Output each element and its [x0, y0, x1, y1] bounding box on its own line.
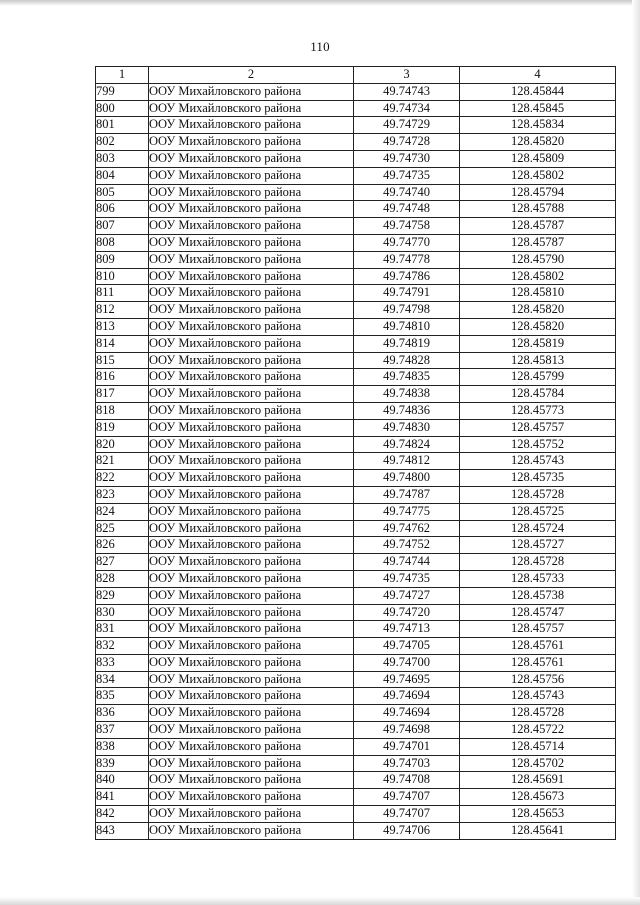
table-row: [96, 705, 616, 722]
latitude-value: 49.74701: [354, 738, 460, 755]
longitude-value: 128.45757: [460, 621, 616, 638]
object-name: ООУ Михайловского района: [149, 587, 354, 604]
longitude-value: 128.45673: [460, 789, 616, 806]
row-number: 826: [96, 537, 149, 554]
latitude-value: 49.74775: [354, 503, 460, 520]
longitude-value: 128.45702: [460, 755, 616, 772]
table-row: [96, 285, 616, 302]
latitude-value: 49.74743: [354, 83, 460, 100]
latitude-value: 49.74836: [354, 402, 460, 419]
table-row: [96, 503, 616, 520]
object-name: ООУ Михайловского района: [149, 654, 354, 671]
latitude-value: 49.74798: [354, 302, 460, 319]
object-name: ООУ Михайловского района: [149, 402, 354, 419]
row-number: 825: [96, 520, 149, 537]
object-name: ООУ Михайловского района: [149, 705, 354, 722]
table-row: [96, 671, 616, 688]
latitude-value: 49.74728: [354, 134, 460, 151]
object-name: ООУ Михайловского района: [149, 537, 354, 554]
table-header-row: [96, 67, 616, 84]
object-name: ООУ Михайловского района: [149, 419, 354, 436]
longitude-value: 128.45743: [460, 688, 616, 705]
row-number: 819: [96, 419, 149, 436]
longitude-value: 128.45724: [460, 520, 616, 537]
table-row: [96, 251, 616, 268]
object-name: ООУ Михайловского района: [149, 453, 354, 470]
row-number: 838: [96, 738, 149, 755]
longitude-value: 128.45761: [460, 638, 616, 655]
longitude-value: 128.45727: [460, 537, 616, 554]
row-number: 837: [96, 722, 149, 739]
longitude-value: 128.45752: [460, 436, 616, 453]
row-number: 835: [96, 688, 149, 705]
longitude-value: 128.45820: [460, 302, 616, 319]
table-row: [96, 554, 616, 571]
latitude-value: 49.74740: [354, 184, 460, 201]
longitude-value: 128.45787: [460, 218, 616, 235]
object-name: ООУ Михайловского района: [149, 738, 354, 755]
column-header-latitude: 3: [354, 67, 460, 84]
object-name: ООУ Михайловского района: [149, 150, 354, 167]
row-number: 824: [96, 503, 149, 520]
row-number: 812: [96, 302, 149, 319]
table-row: [96, 436, 616, 453]
latitude-value: 49.74838: [354, 386, 460, 403]
latitude-value: 49.74734: [354, 100, 460, 117]
longitude-value: 128.45743: [460, 453, 616, 470]
latitude-value: 49.74828: [354, 352, 460, 369]
row-number: 834: [96, 671, 149, 688]
row-number: 804: [96, 167, 149, 184]
table-row: [96, 738, 616, 755]
longitude-value: 128.45794: [460, 184, 616, 201]
longitude-value: 128.45787: [460, 234, 616, 251]
row-number: 820: [96, 436, 149, 453]
object-name: ООУ Михайловского района: [149, 789, 354, 806]
table-row: [96, 335, 616, 352]
row-number: 829: [96, 587, 149, 604]
object-name: ООУ Михайловского района: [149, 218, 354, 235]
table-row: [96, 184, 616, 201]
row-number: 842: [96, 806, 149, 823]
longitude-value: 128.45810: [460, 285, 616, 302]
object-name: ООУ Михайловского района: [149, 755, 354, 772]
table-row: [96, 604, 616, 621]
longitude-value: 128.45761: [460, 654, 616, 671]
row-number: 811: [96, 285, 149, 302]
object-name: ООУ Михайловского района: [149, 621, 354, 638]
table-row: [96, 83, 616, 100]
row-number: 802: [96, 134, 149, 151]
scan-shadow-right: [632, 0, 640, 905]
coordinates-table: [95, 66, 616, 840]
row-number: 813: [96, 318, 149, 335]
row-number: 840: [96, 772, 149, 789]
latitude-value: 49.74812: [354, 453, 460, 470]
table-row: [96, 100, 616, 117]
table-row: [96, 470, 616, 487]
object-name: ООУ Михайловского района: [149, 251, 354, 268]
longitude-value: 128.45735: [460, 470, 616, 487]
table-row: [96, 167, 616, 184]
table-row: [96, 722, 616, 739]
object-name: ООУ Михайловского района: [149, 386, 354, 403]
longitude-value: 128.45773: [460, 402, 616, 419]
object-name: ООУ Михайловского района: [149, 554, 354, 571]
row-number: 831: [96, 621, 149, 638]
row-number: 832: [96, 638, 149, 655]
row-number: 808: [96, 234, 149, 251]
table-row: [96, 570, 616, 587]
table-row: [96, 234, 616, 251]
latitude-value: 49.74800: [354, 470, 460, 487]
object-name: ООУ Михайловского района: [149, 167, 354, 184]
table-row: [96, 654, 616, 671]
latitude-value: 49.74791: [354, 285, 460, 302]
row-number: 801: [96, 117, 149, 134]
table-row: [96, 402, 616, 419]
longitude-value: 128.45728: [460, 554, 616, 571]
table-row: [96, 587, 616, 604]
table-row: [96, 638, 616, 655]
longitude-value: 128.45802: [460, 268, 616, 285]
object-name: ООУ Михайловского района: [149, 772, 354, 789]
longitude-value: 128.45809: [460, 150, 616, 167]
table-row: [96, 134, 616, 151]
table-row: [96, 318, 616, 335]
row-number: 807: [96, 218, 149, 235]
object-name: ООУ Михайловского района: [149, 688, 354, 705]
row-number: 828: [96, 570, 149, 587]
object-name: ООУ Михайловского района: [149, 134, 354, 151]
object-name: ООУ Михайловского района: [149, 335, 354, 352]
object-name: ООУ Михайловского района: [149, 520, 354, 537]
table-row: [96, 201, 616, 218]
latitude-value: 49.74703: [354, 755, 460, 772]
row-number: 833: [96, 654, 149, 671]
row-number: 803: [96, 150, 149, 167]
table-row: [96, 688, 616, 705]
object-name: ООУ Михайловского района: [149, 486, 354, 503]
table-row: [96, 520, 616, 537]
latitude-value: 49.74730: [354, 150, 460, 167]
object-name: ООУ Михайловского района: [149, 83, 354, 100]
row-number: 841: [96, 789, 149, 806]
latitude-value: 49.74695: [354, 671, 460, 688]
row-number: 839: [96, 755, 149, 772]
latitude-value: 49.74758: [354, 218, 460, 235]
object-name: ООУ Михайловского района: [149, 638, 354, 655]
column-header-number: 1: [96, 67, 149, 84]
longitude-value: 128.45722: [460, 722, 616, 739]
page-number: 110: [310, 39, 330, 54]
row-number: 814: [96, 335, 149, 352]
table-row: [96, 302, 616, 319]
latitude-value: 49.74707: [354, 789, 460, 806]
row-number: 809: [96, 251, 149, 268]
object-name: ООУ Михайловского района: [149, 268, 354, 285]
row-number: 806: [96, 201, 149, 218]
table-row: [96, 806, 616, 823]
object-name: ООУ Михайловского района: [149, 470, 354, 487]
row-number: 827: [96, 554, 149, 571]
object-name: ООУ Михайловского района: [149, 285, 354, 302]
object-name: ООУ Михайловского района: [149, 352, 354, 369]
table-row: [96, 386, 616, 403]
object-name: ООУ Михайловского района: [149, 604, 354, 621]
row-number: 816: [96, 369, 149, 386]
latitude-value: 49.74778: [354, 251, 460, 268]
latitude-value: 49.74824: [354, 436, 460, 453]
latitude-value: 49.74752: [354, 537, 460, 554]
table-row: [96, 268, 616, 285]
column-header-longitude: 4: [460, 67, 616, 84]
longitude-value: 128.45784: [460, 386, 616, 403]
row-number: 836: [96, 705, 149, 722]
latitude-value: 49.74735: [354, 570, 460, 587]
row-number: 810: [96, 268, 149, 285]
latitude-value: 49.74819: [354, 335, 460, 352]
object-name: ООУ Михайловского района: [149, 570, 354, 587]
latitude-value: 49.74727: [354, 587, 460, 604]
latitude-value: 49.74770: [354, 234, 460, 251]
object-name: ООУ Михайловского района: [149, 318, 354, 335]
longitude-value: 128.45653: [460, 806, 616, 823]
object-name: ООУ Михайловского района: [149, 671, 354, 688]
longitude-value: 128.45733: [460, 570, 616, 587]
latitude-value: 49.74762: [354, 520, 460, 537]
latitude-value: 49.74729: [354, 117, 460, 134]
longitude-value: 128.45757: [460, 419, 616, 436]
table-row: [96, 150, 616, 167]
longitude-value: 128.45790: [460, 251, 616, 268]
object-name: ООУ Михайловского района: [149, 436, 354, 453]
object-name: ООУ Михайловского района: [149, 117, 354, 134]
row-number: 815: [96, 352, 149, 369]
row-number: 823: [96, 486, 149, 503]
object-name: ООУ Михайловского района: [149, 234, 354, 251]
latitude-value: 49.74835: [354, 369, 460, 386]
table-row: [96, 537, 616, 554]
object-name: ООУ Михайловского района: [149, 184, 354, 201]
object-name: ООУ Михайловского района: [149, 822, 354, 839]
latitude-value: 49.74720: [354, 604, 460, 621]
table-row: [96, 772, 616, 789]
longitude-value: 128.45728: [460, 705, 616, 722]
table-row: [96, 352, 616, 369]
row-number: 843: [96, 822, 149, 839]
row-number: 805: [96, 184, 149, 201]
latitude-value: 49.74713: [354, 621, 460, 638]
row-number: 818: [96, 402, 149, 419]
row-number: 800: [96, 100, 149, 117]
latitude-value: 49.74748: [354, 201, 460, 218]
longitude-value: 128.45714: [460, 738, 616, 755]
scan-shadow-bottom: [0, 897, 640, 905]
table-row: [96, 789, 616, 806]
table-row: [96, 453, 616, 470]
row-number: 821: [96, 453, 149, 470]
row-number: 799: [96, 83, 149, 100]
latitude-value: 49.74707: [354, 806, 460, 823]
latitude-value: 49.74830: [354, 419, 460, 436]
table-row: [96, 755, 616, 772]
longitude-value: 128.45819: [460, 335, 616, 352]
longitude-value: 128.45820: [460, 134, 616, 151]
table-row: [96, 486, 616, 503]
longitude-value: 128.45834: [460, 117, 616, 134]
table-row: [96, 419, 616, 436]
longitude-value: 128.45802: [460, 167, 616, 184]
longitude-value: 128.45641: [460, 822, 616, 839]
latitude-value: 49.74708: [354, 772, 460, 789]
table-row: [96, 822, 616, 839]
latitude-value: 49.74694: [354, 705, 460, 722]
object-name: ООУ Михайловского района: [149, 806, 354, 823]
row-number: 822: [96, 470, 149, 487]
longitude-value: 128.45725: [460, 503, 616, 520]
scan-shadow-top: [0, 0, 640, 6]
table-row: [96, 369, 616, 386]
latitude-value: 49.74700: [354, 654, 460, 671]
object-name: ООУ Михайловского района: [149, 201, 354, 218]
longitude-value: 128.45820: [460, 318, 616, 335]
longitude-value: 128.45747: [460, 604, 616, 621]
row-number: 830: [96, 604, 149, 621]
column-header-name: 2: [149, 67, 354, 84]
object-name: ООУ Михайловского района: [149, 369, 354, 386]
object-name: ООУ Михайловского района: [149, 503, 354, 520]
longitude-value: 128.45691: [460, 772, 616, 789]
latitude-value: 49.74786: [354, 268, 460, 285]
latitude-value: 49.74694: [354, 688, 460, 705]
object-name: ООУ Михайловского района: [149, 100, 354, 117]
latitude-value: 49.74744: [354, 554, 460, 571]
table-row: [96, 621, 616, 638]
longitude-value: 128.45788: [460, 201, 616, 218]
longitude-value: 128.45756: [460, 671, 616, 688]
row-number: 817: [96, 386, 149, 403]
latitude-value: 49.74787: [354, 486, 460, 503]
object-name: ООУ Михайловского района: [149, 302, 354, 319]
longitude-value: 128.45813: [460, 352, 616, 369]
latitude-value: 49.74705: [354, 638, 460, 655]
latitude-value: 49.74735: [354, 167, 460, 184]
object-name: ООУ Михайловского района: [149, 722, 354, 739]
longitude-value: 128.45844: [460, 83, 616, 100]
table-row: [96, 218, 616, 235]
longitude-value: 128.45845: [460, 100, 616, 117]
longitude-value: 128.45799: [460, 369, 616, 386]
table-row: [96, 117, 616, 134]
latitude-value: 49.74698: [354, 722, 460, 739]
latitude-value: 49.74810: [354, 318, 460, 335]
longitude-value: 128.45728: [460, 486, 616, 503]
longitude-value: 128.45738: [460, 587, 616, 604]
latitude-value: 49.74706: [354, 822, 460, 839]
